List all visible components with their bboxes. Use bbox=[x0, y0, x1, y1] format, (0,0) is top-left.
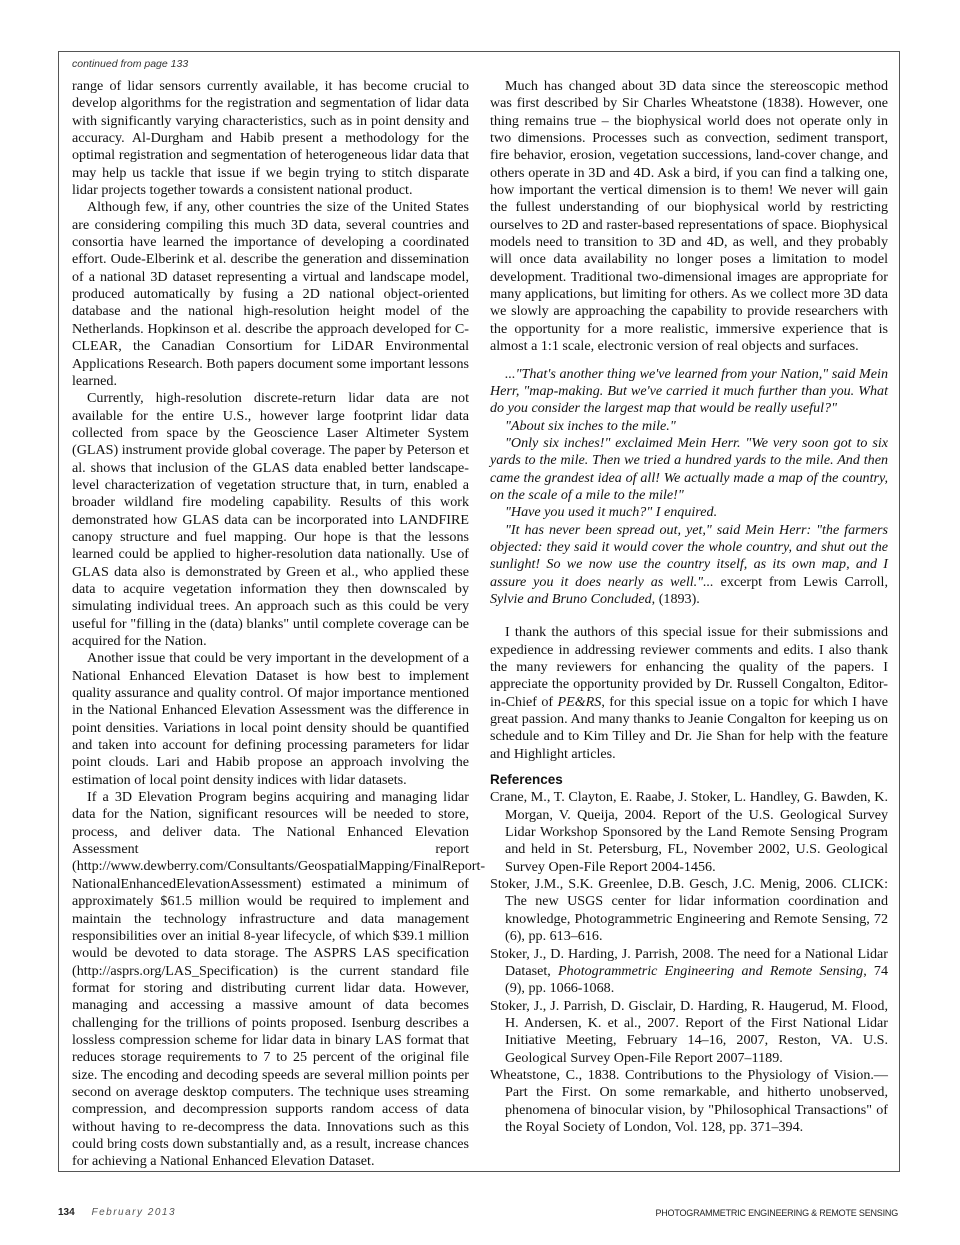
reference-item bbox=[490, 946, 888, 998]
reference-text: Stoker, J., D. Harding, J. Parrish, 2008. The need for a National Lidar Dataset, bbox=[490, 945, 888, 979]
quote-line: ..."That's another thing we've learned from your Nation," said Mein Herr, "map-making. But we've carried it much further than you. What do you consider the largest map that would be really useful?" bbox=[490, 365, 888, 417]
quote-source-year: , (1893). bbox=[651, 590, 700, 607]
paragraph: If a 3D Elevation Program begins acquiring and managing lidar data for the Nation, significant resources will be needed to store, process, and deliver data. The National Enhanced Elevation Assessment report (http://www.dewberry.com/Consultants/GeospatialMapping/FinalReport-NationalEnhancedElevationAssessment) estimated a minimum of approximately $61.5 million would be required to implement and maintain the technology infrastructure and data management responsibilities over an initial 8-year lifecycle, of which $39.1 million would be devoted to data storage. The ASPRS LAS specification (http://asprs.org/LAS_Specification) is the current standard file format for storing and distributing current lidar data. However, managing and accessing a massive amount of data becomes challenging for the trillions of points proposed. Isenburg describes a lossless compression scheme for lidar data in binary LAS format that reduces storage requirements to 7 to 25 percent of the original file size. The encoding and decoding speeds are several million points per second on average desktop computers. The technique uses streaming compression, and decompression supports random access of data without having to re-decompress the data. Innovations such as this could bring costs down substantially and, as a result, increase chances for achieving a National Enhanced Elevation Dataset. bbox=[72, 789, 486, 1170]
continued-from-label: continued from page 133 bbox=[72, 58, 189, 70]
acknowledgements bbox=[490, 624, 888, 763]
quote-text: "It has never been spread out, yet," said Mein Herr: "the farmers objected: they said it would cover the whole country, and shut out the sunlight! So we now use the country itself, as its own map, and I assure you it does nearly as well."... bbox=[490, 521, 888, 590]
acknowledgements-text: I thank the authors of this special issue for their submissions and expedience in addressing reviewer comments and edits. I also thank the many reviewers for enhancing the quality of the papers. I appreciate the opportunity provided by Dr. Russell Congalton, Editor-in-Chief of bbox=[490, 624, 888, 710]
journal-name: PHOTOGRAMMETRIC ENGINEERING & REMOTE SENSING bbox=[655, 1208, 898, 1218]
quote-source-title: Sylvie and Bruno Concluded bbox=[490, 590, 652, 607]
reference-journal: Photogrammetric Engineering and Remote Sensing bbox=[558, 962, 864, 979]
paragraph: Although few, if any, other countries the size of the United States are considering compiling this much 3D data, several countries and consortia have learned the importance of developing a coordinated effort. Oude-Elberink et al. describe the generation and dissemination of a national 3D dataset representing a virtual and landscape model, produced automatically by fusing a 2D national object-oriented database and the national high-resolution height model of the Netherlands. Hopkinson et al. describe the approach developed for C-CLEAR, the Canadian Consortium for LiDAR Environmental Applications Research. Both papers document some important lessons learned. bbox=[72, 199, 469, 389]
reference-item: Crane, M., T. Clayton, E. Raabe, J. Stoker, L. Handley, G. Bawden, K. Morgan, V. Queija, 2004. Report of the U.S. Geological Survey Lidar Workshop Sponsored by the Land Remote Sensing Program and held in St. Petersburg, FL, November 2002, U.S. Geological Survey Open-File Report 2004-1456. bbox=[490, 789, 888, 875]
footer-left bbox=[58, 1207, 176, 1218]
reference-item: Stoker, J., J. Parrish, D. Gisclair, D. Harding, R. Haugerud, M. Flood, H. Andersen, K. et al., 2007. Report of the First National Lidar Initiative Meeting, February 14–16, 2007, Reston, VA. U.S. Geological Survey Open-File Report 2007–1189. bbox=[490, 997, 888, 1066]
reference-item: Wheatstone, C., 1838. Contributions to the Physiology of Vision.— Part the First. On some remarkable, and hitherto unobserved, phenomena of binocular vision, by "Philosophical Transactions" of the Royal Society of London, Vol. 128, pp. 371–394. bbox=[490, 1066, 888, 1135]
reference-text: , 74 (9), pp. 1066-1068. bbox=[505, 962, 889, 997]
issue-date: February 2013 bbox=[91, 1207, 177, 1218]
paragraph: Another issue that could be very important in the development of a National Enhanced Elevation Dataset is how best to implement quality assurance and quality control. Of major importance mentioned in the National Enhanced Elevation Assessment was the difference in point densities. Variations in local point density should be quantified and taken into account for defining processing parameters for lidar point clouds. Lari and Habib propose an approach involving the estimation of local point density indices with lidar datasets. bbox=[72, 650, 469, 788]
left-column bbox=[72, 78, 486, 1171]
reference-item: Stoker, J.M., S.K. Greenlee, D.B. Gesch, J.C. Menig, 2006. CLICK: The new USGS center for lidar information coordination and knowledge, Photogrammetric Engineering and Remote Sensing, 72 (6), pp. 613–616. bbox=[490, 876, 888, 945]
paragraph: Currently, high-resolution discrete-return lidar data are not available for the entire U.S., however large footprint lidar data collected from space by the Geoscience Laser Altimeter System (GLAS) instrument provide global coverage. The paper by Peterson et al. shows that inclusion of the GLAS data enabled better landscape-level characterization of vegetation structure that, in turn, enabled a broader wildland fire modeling capability. Results of this work demonstrated how GLAS data can be incorporated into LANDFIRE canopy structure and fuel mapping. Our hope is that the lessons learned could be applied to higher-resolution data nationally. Use of GLAS data also is demonstrated by Green et al., who applied these data to acquire vegetation information they then downscaled by simulating individual trees. An approach such as this could be very useful for "filling in the (data) blanks" until complete coverage can be acquired for the Nation. bbox=[72, 390, 469, 649]
paragraph: Much has changed about 3D data since the stereoscopic method was first described by Sir Charles Wheatstone (1838). However, one thing remains true – the biophysical world does not operate only in two dimensions. Processes such as convection, sediment transport, fire behavior, erosion, vegetation successions, land-cover change, and others operate in 3D and 4D. Ask a bird, if you can find a talking one, how important the vertical dimension is to them! We never will gain the fullest understanding of our biophysical world by restricting ourselves to 2D and raster-based representations of space. Biophysical models need to transition to 3D and 4D, as well, and they probably will once data availability no longer poses a limitation to model development. Traditional two-dimensional images are appropriate for many applications, but limiting for others. As we collect more 3D data we slowly are approaching the capability to provide researchers with the opportunity for a more realistic, immersive experience that is almost a 1:1 scale, electronic version of real objects and surfaces. bbox=[490, 78, 888, 355]
references-heading: References bbox=[490, 772, 563, 788]
acknowledgements-text: , for this special issue on a topic for which I have great passion. And many thanks to Jeanie Congalton for keeping us on schedule and to Kim Tilley and Dr. Jie Shan for help with the feature and Highlight articles. bbox=[490, 693, 888, 762]
quote-line: "About six inches to the mile." bbox=[505, 417, 676, 434]
quote-source: excerpt from Lewis Carroll, bbox=[713, 573, 888, 590]
paragraph: range of lidar sensors currently available, it has become crucial to develop algorithms for the registration and segmentation of lidar data with significantly varying characteristics, such as in point density and accuracy. Al-Durgham and Habib present a methodology for the optimal registration and segmentation of heterogeneous lidar data that may help us tackle that issue if we begin trying to stitch disparate lidar projects together towards a consistent national product. bbox=[72, 78, 469, 199]
journal-abbrev: PE&RS bbox=[557, 693, 602, 710]
quote-line bbox=[490, 522, 888, 609]
right-column bbox=[490, 78, 888, 1136]
quote-line: "Have you used it much?" I enquired. bbox=[505, 504, 718, 521]
page-number: 134 bbox=[58, 1207, 75, 1218]
carroll-quote bbox=[490, 366, 888, 609]
quote-line: "Only six inches!" exclaimed Mein Herr. "We very soon got to six yards to the mile. Then we tried a hundred yards to the mile. And then came the grandest idea of all! We actually made a map of the country, on the scale of a mile to the mile!" bbox=[490, 434, 888, 503]
